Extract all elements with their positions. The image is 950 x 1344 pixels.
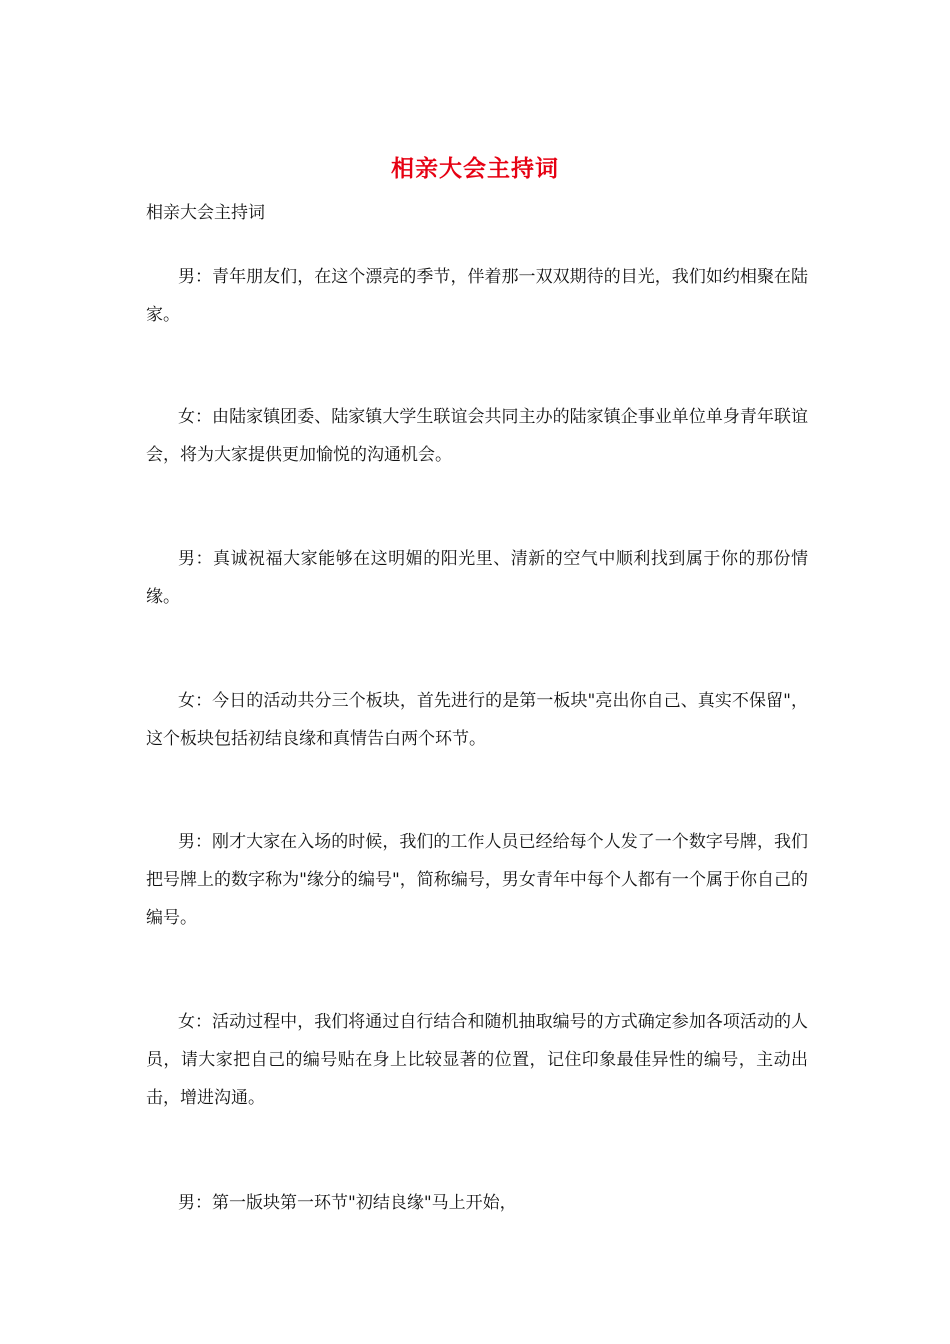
paragraph: 女：今日的活动共分三个板块，首先进行的是第一板块"亮出你自己、真实不保留"，这个板块包括初结良缘和真情告白两个环节。 <box>146 691 808 749</box>
paragraph: 女：活动过程中，我们将通过自行结合和随机抽取编号的方式确定参加各项活动的人员，请大家把自己的编号贴在身上比较显著的位置，记住印象最佳异性的编号，主动出击，增进沟通。 <box>146 1012 808 1108</box>
paragraph: 男：真诚祝福大家能够在这明媚的阳光里、清新的空气中顺利找到属于你的那份情缘。 <box>146 549 808 607</box>
paragraph: 男：刚才大家在入场的时候，我们的工作人员已经给每个人发了一个数字号牌，我们把号牌上的数字称为"缘分的编号"，简称编号，男女青年中每个人都有一个属于你自己的编号。 <box>146 832 808 928</box>
paragraph: 女：由陆家镇团委、陆家镇大学生联谊会共同主办的陆家镇企事业单位单身青年联谊会，将为大家提供更加愉悦的沟通机会。 <box>146 407 808 465</box>
paragraph: 男：第一版块第一环节"初结良缘"马上开始， <box>178 1193 517 1213</box>
paragraph: 男：青年朋友们，在这个漂亮的季节，伴着那一双双期待的目光，我们如约相聚在陆家。 <box>146 267 808 325</box>
document-subtitle: 相亲大会主持词 <box>146 203 265 223</box>
document-title: 相亲大会主持词 <box>391 155 559 182</box>
